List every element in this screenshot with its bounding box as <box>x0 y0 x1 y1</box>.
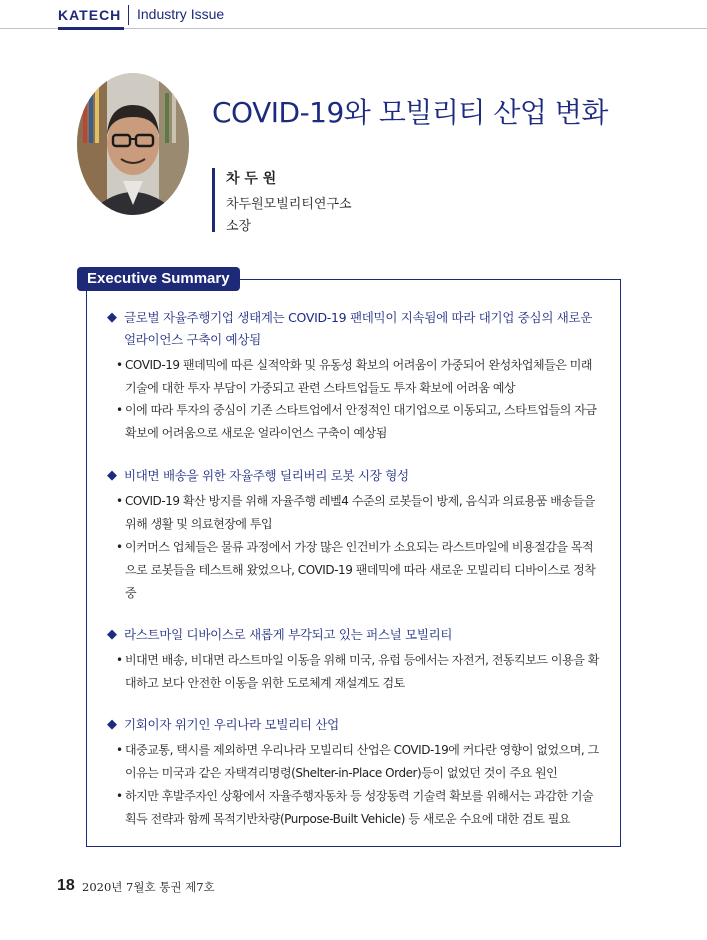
summary-heading: ◆ 글로벌 자율주행기업 생태계는 COVID-19 팬데믹이 지속됨에 따라 대기업 중심의 새로운 얼라이언스 구축이 예상됨 <box>107 307 602 351</box>
bullet-dot-icon: • <box>116 789 123 803</box>
bullet-dot-icon: • <box>116 743 123 757</box>
author-name: 차 두 원 <box>226 171 277 187</box>
bullet-dot-icon: • <box>116 653 123 667</box>
diamond-bullet-icon: ◆ <box>107 717 117 732</box>
summary-bullet: • COVID-19 팬데믹에 따른 실적악화 및 유동성 확보의 어려움이 가중되어 완성차업체들은 미래 기술에 대한 투자 부담이 가중되고 관련 스타트업들도 투자 확보에 어려움 예상 <box>116 354 602 400</box>
summary-bullet: • 이커머스 업체들은 물류 과정에서 가장 많은 인건비가 소요되는 라스트마일에 비용절감을 목적으로 로봇들을 테스트해 왔었으나, COVID-19 팬데믹에 따라 새로운 모빌리티 디바이스로 정착 중 <box>116 536 602 605</box>
page-number: 18 <box>57 877 75 894</box>
summary-heading: ◆ 라스트마일 디바이스로 새롭게 부각되고 있는 퍼스널 모빌리티 <box>107 624 602 646</box>
executive-summary-label: Executive Summary <box>77 267 240 291</box>
summary-heading: ◆ 기회이자 위기인 우리나라 모빌리티 산업 <box>107 714 602 736</box>
diamond-bullet-icon: ◆ <box>107 627 117 642</box>
diamond-bullet-icon: ◆ <box>107 310 117 325</box>
author-accent-bar <box>212 168 215 232</box>
header-rule-accent <box>58 27 124 30</box>
bullet-dot-icon: • <box>116 540 123 554</box>
brand-logo: KATECH <box>58 7 122 23</box>
issue-info: 2020년 7월호 통권 제7호 <box>82 880 215 894</box>
article-title: COVID-19와 모빌리티 산업 변화 <box>212 96 608 129</box>
summary-bullet: • 하지만 후발주자인 상황에서 자율주행자동차 등 성장동력 기술력 확보를 위해서는 과감한 기술획득 전략과 함께 목적기반차량(Purpose-Built Vehicle) 등 새로운 수요에 대한 검토 필요 <box>116 785 602 831</box>
section-label: Industry Issue <box>137 6 225 22</box>
summary-bullet: • COVID-19 확산 방지를 위해 자율주행 레벨4 수준의 로봇들이 방제, 음식과 의료용품 배송들을 위해 생활 및 의료현장에 투입 <box>116 490 602 536</box>
bullet-dot-icon: • <box>116 358 123 372</box>
author-organization: 차두원모빌리티연구소 <box>226 197 352 212</box>
header-separator <box>128 5 129 25</box>
summary-bullet: • 비대면 배송, 비대면 라스트마일 이동을 위해 미국, 유럽 등에서는 자전거, 전동킥보드 이용을 확대하고 보다 안전한 이동을 위한 도로체계 재설계도 검토 <box>116 649 602 695</box>
bullet-dot-icon: • <box>116 494 123 508</box>
author-role: 소장 <box>226 219 252 234</box>
summary-heading: ◆ 비대면 배송을 위한 자율주행 딜리버리 로봇 시장 형성 <box>107 465 602 487</box>
author-photo <box>77 73 189 215</box>
diamond-bullet-icon: ◆ <box>107 468 117 483</box>
bullet-dot-icon: • <box>116 403 123 417</box>
summary-bullet: • 이에 따라 투자의 중심이 기존 스타트업에서 안정적인 대기업으로 이동되고, 스타트업들의 자금 확보에 어려움으로 새로운 얼라이언스 구축이 예상됨 <box>116 399 602 445</box>
summary-bullet: • 대중교통, 택시를 제외하면 우리나라 모빌리티 산업은 COVID-19에 커다란 영향이 없었으며, 그 이유는 미국과 같은 자택격리명령(Shelter-in-Place Order)등이 없었던 것이 주요 원인 <box>116 739 602 785</box>
